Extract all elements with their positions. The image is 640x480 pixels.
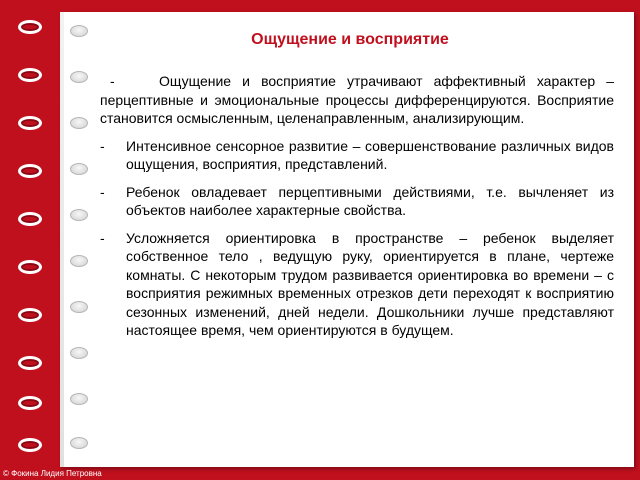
punch-hole-icon bbox=[70, 347, 88, 359]
copyright-footer: © Фокина Лидия Петровна bbox=[3, 469, 102, 478]
list-item bbox=[100, 137, 614, 174]
punch-hole-icon bbox=[70, 393, 88, 405]
list-item-text: Ребенок овладевает перцептивными действиями, т.е. вычленяет из объектов наиболее характерные свойства. bbox=[126, 183, 614, 218]
binder-ring-icon bbox=[18, 260, 42, 274]
list-item bbox=[100, 229, 614, 340]
punch-hole-icon bbox=[70, 71, 88, 83]
binder-ring-icon bbox=[18, 164, 42, 178]
list-item bbox=[100, 183, 614, 220]
slide-content bbox=[100, 72, 614, 349]
intro-marker: - bbox=[110, 73, 115, 89]
page-holes bbox=[70, 25, 94, 455]
binder-ring-icon bbox=[18, 438, 42, 452]
binder-ring-icon bbox=[18, 20, 42, 34]
punch-hole-icon bbox=[70, 437, 88, 449]
binder-ring-icon bbox=[18, 308, 42, 322]
list-item-text: Интенсивное сенсорное развитие – совершенствование различных видов ощущения, восприятия, представлений. bbox=[126, 137, 614, 172]
punch-hole-icon bbox=[70, 209, 88, 221]
binder-rings bbox=[18, 20, 48, 460]
list-item-text: Усложняется ориентировка в пространстве – ребенок выделяет собственное тело , ведущую руку, ориентируется в плане, чертеже комнаты. С некоторым трудом развивается ориентировка во времени – с восприятия режимных временных отрезков дети переходят к восприятию сезонных изменений, дней недели. Дошкольники лучше представляют настоящее время, чем ориентируются в будущем. bbox=[126, 229, 614, 338]
list-marker: - bbox=[100, 183, 105, 200]
binder-ring-icon bbox=[18, 68, 42, 82]
punch-hole-icon bbox=[70, 117, 88, 129]
binder-ring-icon bbox=[18, 356, 42, 370]
intro-text: Ощущение и восприятие утрачивают аффективный характер – перцептивные и эмоциональные процессы дифференцируются. Восприятие становится осмысленным, целенаправленным, анализирующим. bbox=[100, 73, 615, 126]
slide-title: Ощущение и восприятие bbox=[251, 31, 449, 48]
intro-paragraph bbox=[100, 72, 614, 128]
punch-hole-icon bbox=[70, 25, 88, 37]
binder-ring-icon bbox=[18, 116, 42, 130]
punch-hole-icon bbox=[70, 255, 88, 267]
punch-hole-icon bbox=[70, 301, 88, 313]
list-marker: - bbox=[100, 137, 105, 154]
binder-ring-icon bbox=[18, 212, 42, 226]
binder-ring-icon bbox=[18, 396, 42, 410]
punch-hole-icon bbox=[70, 163, 88, 175]
list-marker: - bbox=[100, 229, 105, 246]
